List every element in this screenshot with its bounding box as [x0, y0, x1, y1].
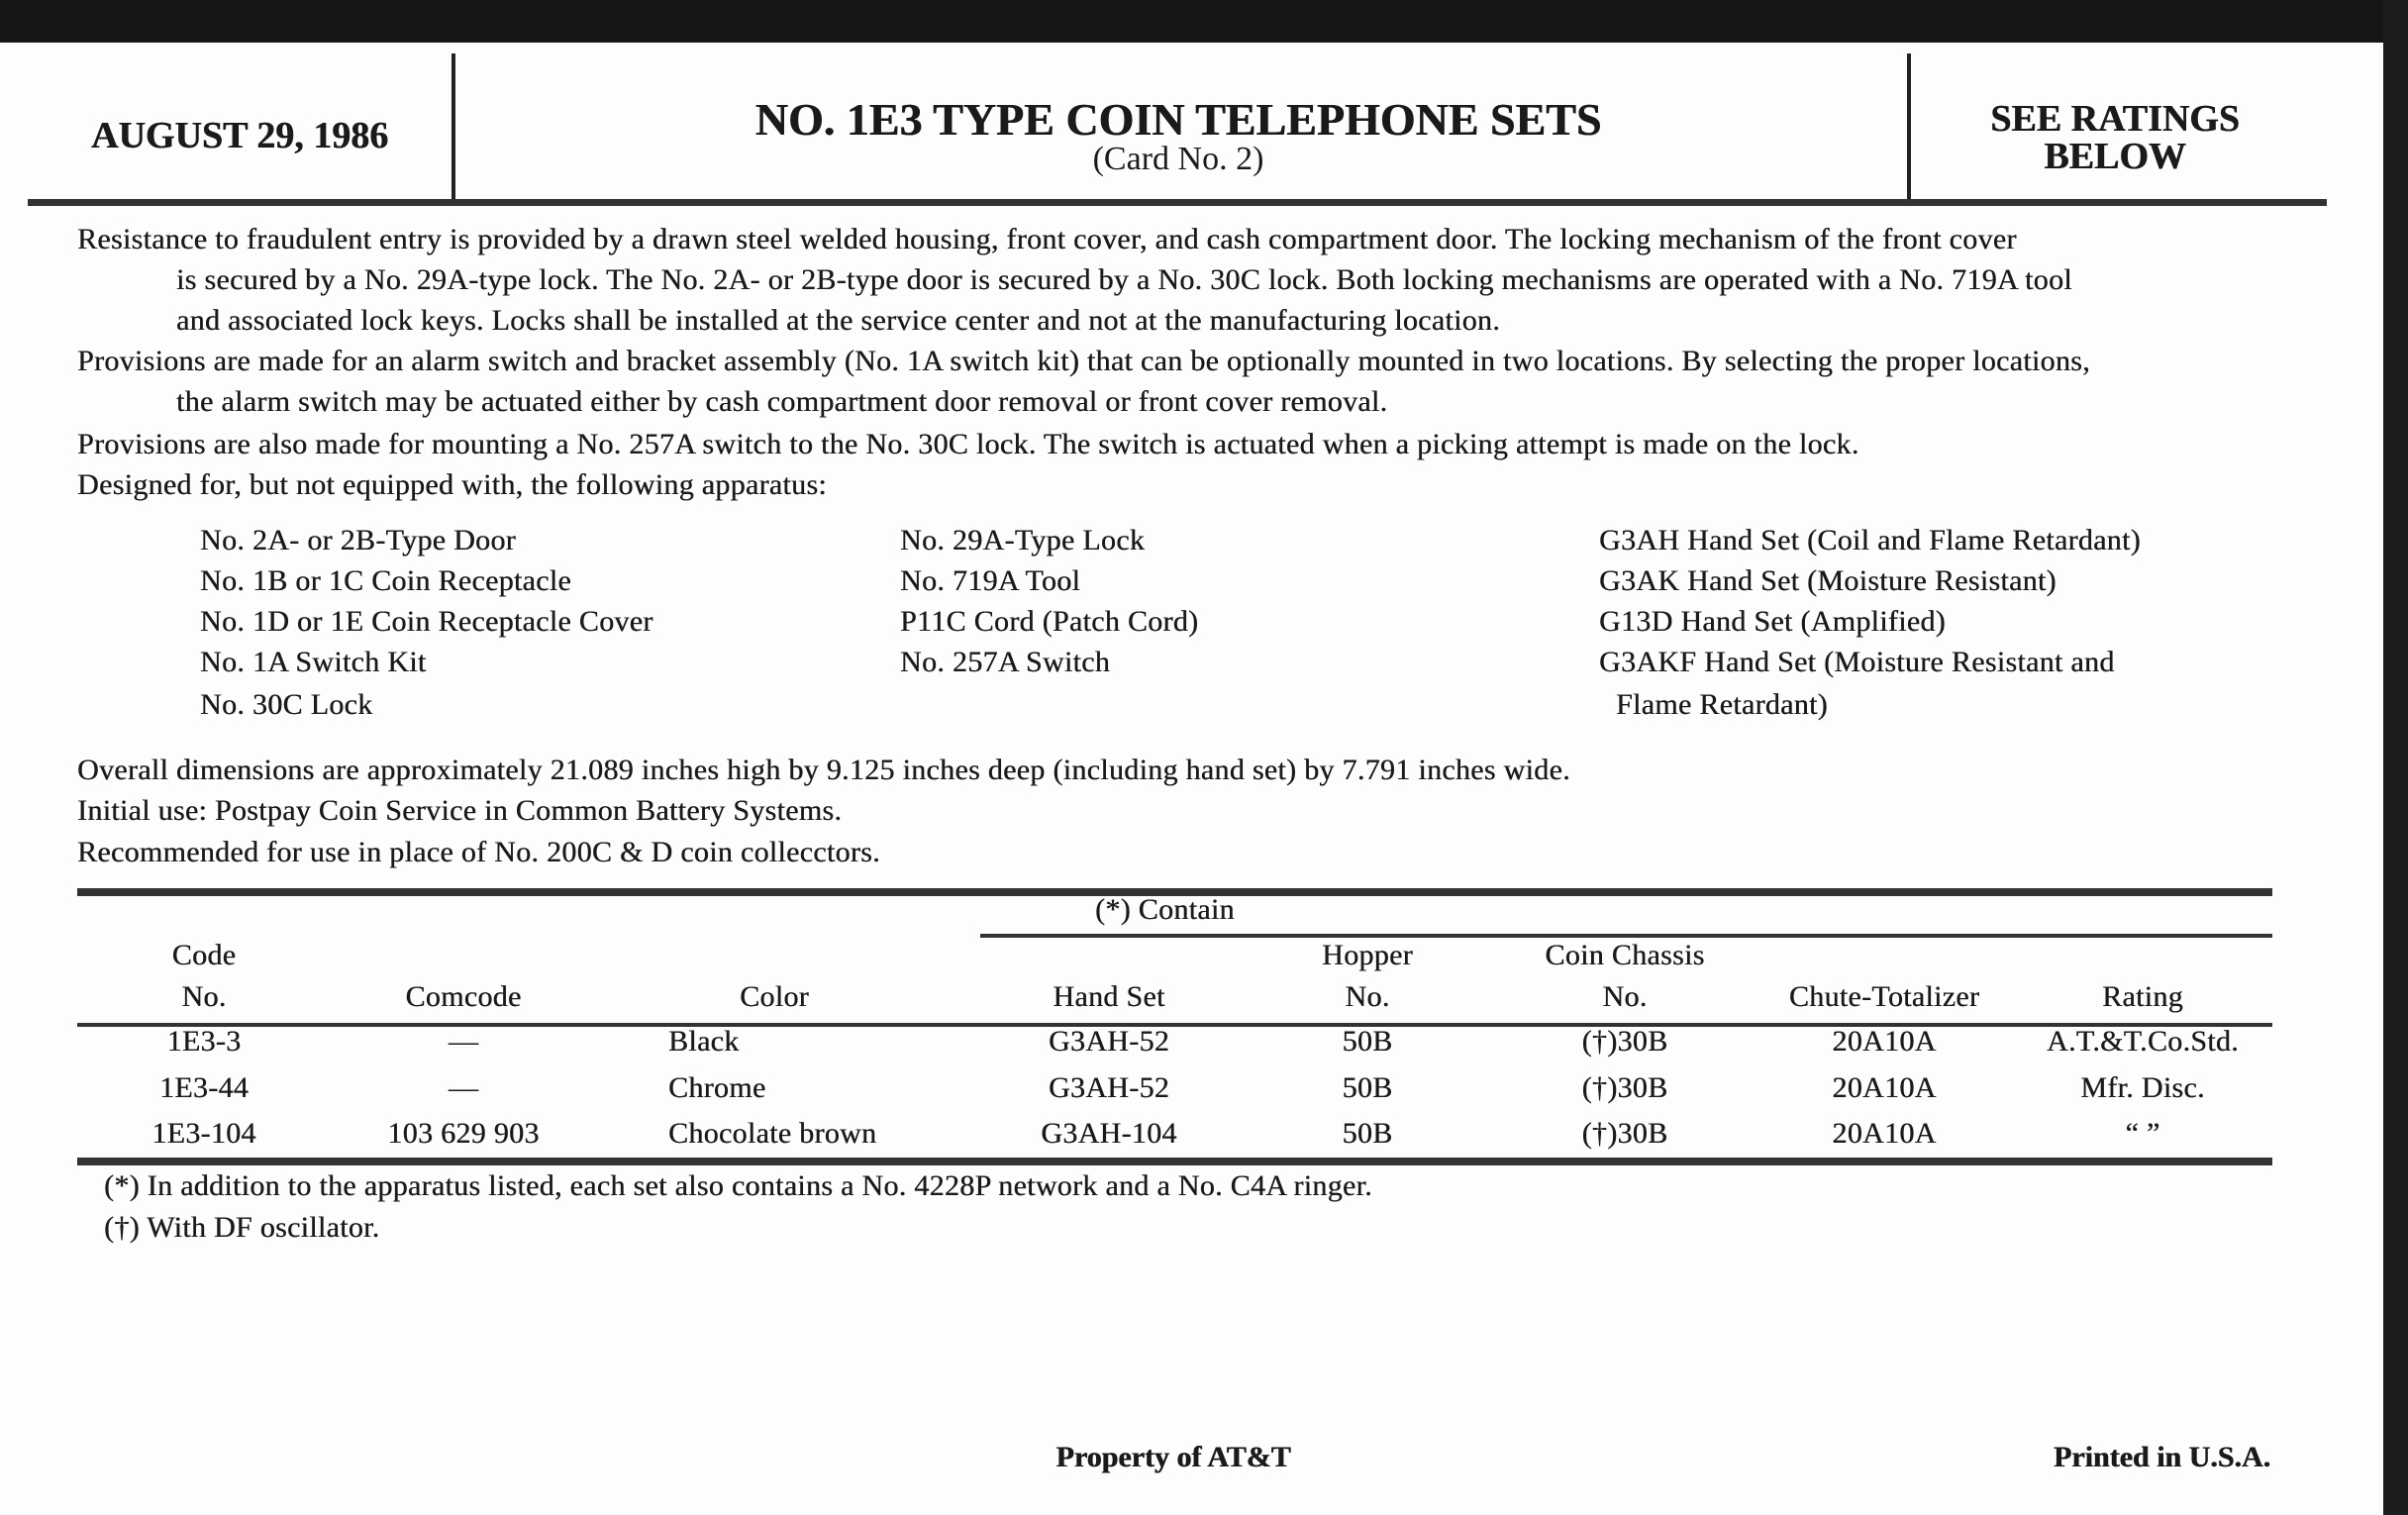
body-line: the alarm switch may be actuated either by cash compartment door removal or front cover removal. — [176, 385, 1388, 418]
cell-code: 1E3-44 — [158, 1071, 250, 1104]
body-line: Provisions are also made for mounting a No. 257A switch to the No. 30C lock. The switch is actuated when a picking attempt is made on the lock. — [77, 428, 1859, 460]
footnote: (*) In addition to the apparatus listed, each set also contains a No. 4228P network and a No. C4A ringer. — [104, 1169, 1372, 1202]
apparatus-item: No. 29A-Type Lock — [900, 524, 1146, 556]
group-header-contain: (*) Contain — [1095, 893, 1235, 926]
cell-chute: 20A10A — [1832, 1071, 1937, 1104]
apparatus-item: G3AKF Hand Set (Moisture Resistant and — [1599, 646, 2115, 678]
col-header-chassis: Coin Chassis — [1545, 939, 1705, 971]
col-header-color: Color — [740, 980, 809, 1013]
apparatus-item: No. 1B or 1C Coin Receptacle — [200, 564, 571, 597]
page-subtitle: (Card No. 2) — [1092, 141, 1264, 177]
cell-chassis: (†)30B — [1581, 1025, 1668, 1058]
body-line: and associated lock keys. Locks shall be installed at the service center and not at the manufacturing location. — [176, 304, 1501, 337]
cell-comcode: 103 629 903 — [387, 1117, 540, 1150]
page-title: NO. 1E3 TYPE COIN TELEPHONE SETS — [754, 94, 1602, 145]
body-line: Designed for, but not equipped with, the following apparatus: — [77, 468, 827, 501]
cell-code: 1E3-104 — [151, 1117, 256, 1150]
apparatus-item: No. 30C Lock — [200, 688, 373, 721]
footer-printed: Printed in U.S.A. — [2053, 1441, 2270, 1473]
cell-rating: A.T.&T.Co.Std. — [2047, 1025, 2239, 1058]
col-header-code: Code — [171, 939, 237, 971]
note-line: Overall dimensions are approximately 21.089 inches high by 9.125 inches deep (including hand set) by 7.791 inches wide. — [77, 754, 1570, 786]
cell-handset: G3AH-52 — [1048, 1071, 1170, 1104]
header-rule — [28, 199, 2327, 206]
note-line: Recommended for use in place of No. 200C & D coin collecctors. — [77, 836, 880, 868]
card-date: AUGUST 29, 1986 — [90, 115, 389, 156]
col-header-handset: Hand Set — [1053, 980, 1165, 1013]
cell-color: Chrome — [668, 1071, 766, 1104]
table-header-rule — [77, 1023, 2272, 1027]
table-bottom-rule — [77, 1158, 2272, 1165]
cell-handset: G3AH-52 — [1048, 1025, 1170, 1058]
note-line: Initial use: Postpay Coin Service in Common Battery Systems. — [77, 794, 843, 827]
apparatus-item: No. 719A Tool — [900, 564, 1081, 597]
cell-rating: “ ” — [2125, 1117, 2160, 1150]
cell-chassis: (†)30B — [1581, 1071, 1668, 1104]
apparatus-item: P11C Cord (Patch Cord) — [900, 605, 1199, 638]
cell-comcode: — — [448, 1071, 479, 1104]
cell-chute: 20A10A — [1832, 1117, 1937, 1150]
cell-color: Black — [668, 1025, 740, 1058]
cell-chassis: (†)30B — [1581, 1117, 1668, 1150]
ratings-note: SEE RATINGS — [1990, 98, 2240, 140]
col-header-hopper: No. — [1345, 980, 1390, 1013]
footnote: (†) With DF oscillator. — [104, 1211, 380, 1244]
apparatus-item: No. 2A- or 2B-Type Door — [200, 524, 516, 556]
cell-hopper: 50B — [1342, 1071, 1393, 1104]
body-line: is secured by a No. 29A-type lock. The No. 2A- or 2B-type door is secured by a No. 30C lock. Both locking mechanisms are operated with a No. 719A tool — [176, 263, 2072, 296]
cell-handset: G3AH-104 — [1041, 1117, 1177, 1150]
apparatus-item: G13D Hand Set (Amplified) — [1599, 605, 1946, 638]
body-line: Provisions are made for an alarm switch and bracket assembly (No. 1A switch kit) that can be optionally mounted in two locations. By selecting the proper locations, — [77, 345, 2090, 377]
scan-top-border — [0, 0, 2408, 43]
body-line: Resistance to fraudulent entry is provided by a drawn steel welded housing, front cover, and cash compartment door. The locking mechanism of the front cover — [77, 223, 2017, 255]
header-divider — [1907, 53, 1911, 202]
col-header-code: No. — [181, 980, 227, 1013]
ratings-note: BELOW — [2044, 136, 2186, 177]
col-header-comcode: Comcode — [405, 980, 522, 1013]
apparatus-item: No. 1A Switch Kit — [200, 646, 427, 678]
header-divider — [452, 53, 455, 202]
footer-property: Property of AT&T — [1055, 1441, 1291, 1473]
col-header-chassis: No. — [1602, 980, 1648, 1013]
scan-right-border — [2383, 0, 2408, 1515]
cell-color: Chocolate brown — [668, 1117, 877, 1150]
apparatus-item: No. 257A Switch — [900, 646, 1111, 678]
cell-rating: Mfr. Disc. — [2080, 1071, 2205, 1104]
col-header-chute: Chute-Totalizer — [1788, 980, 1980, 1013]
col-header-hopper: Hopper — [1322, 939, 1413, 971]
cell-comcode: — — [448, 1025, 479, 1058]
cell-code: 1E3-3 — [166, 1025, 242, 1058]
cell-chute: 20A10A — [1832, 1025, 1937, 1058]
apparatus-item: Flame Retardant) — [1616, 688, 1828, 721]
cell-hopper: 50B — [1342, 1025, 1393, 1058]
cell-hopper: 50B — [1342, 1117, 1393, 1150]
col-header-rating: Rating — [2102, 980, 2183, 1013]
apparatus-item: No. 1D or 1E Coin Receptacle Cover — [200, 605, 653, 638]
apparatus-item: G3AH Hand Set (Coil and Flame Retardant) — [1599, 524, 2141, 556]
group-header-rule — [980, 934, 2272, 938]
apparatus-item: G3AK Hand Set (Moisture Resistant) — [1599, 564, 2057, 597]
